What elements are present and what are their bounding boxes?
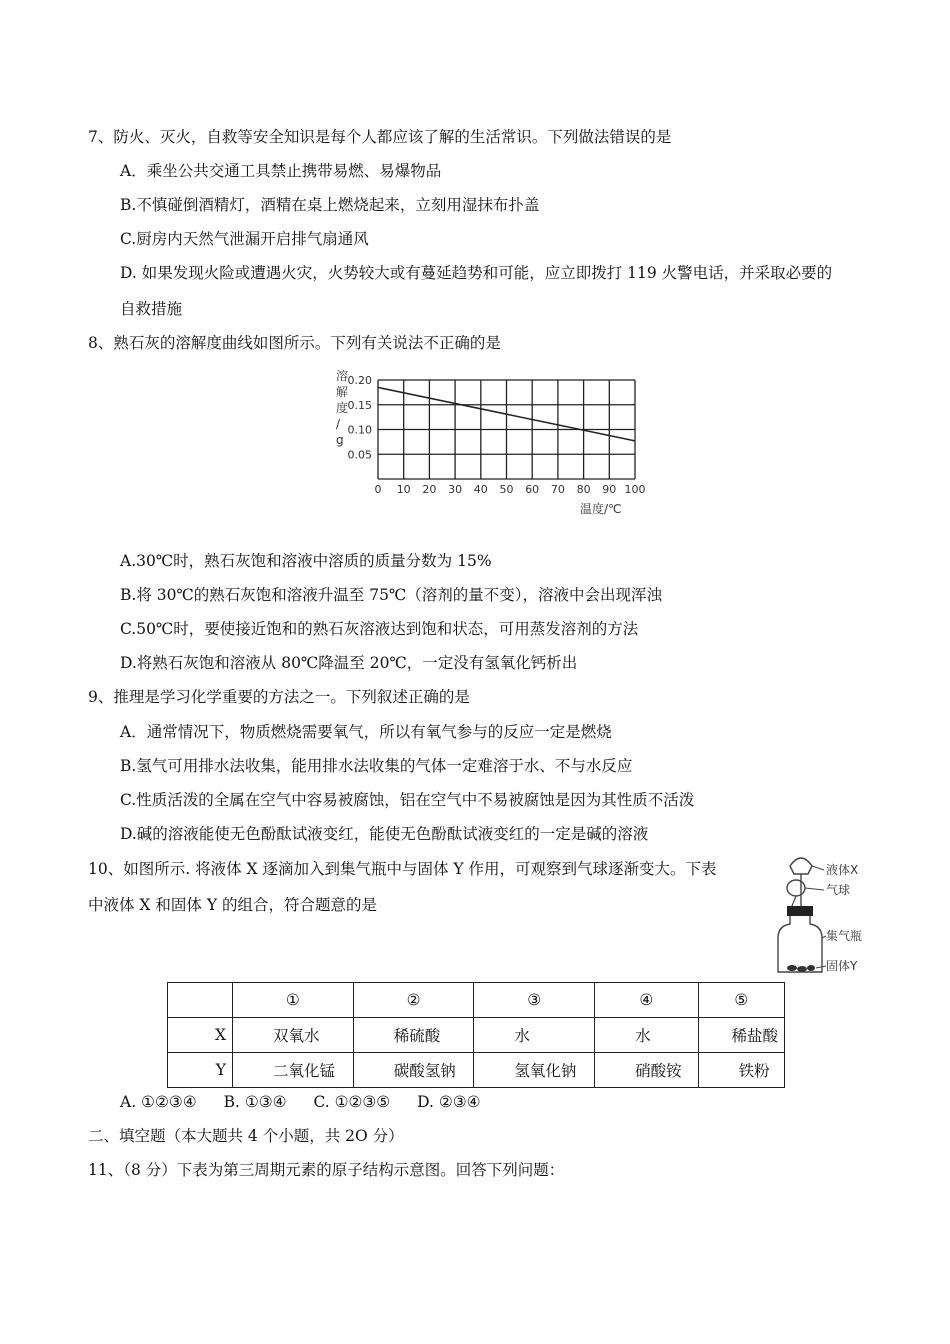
q8-option-a: A.30℃时，熟石灰饱和溶液中溶质的质量分数为 15% [120,552,492,570]
bottle-icon [778,916,822,972]
q7-option-b: B.不慎碰倒酒精灯，酒精在桌上燃烧起来，立刻用湿抹布扑盖 [120,196,540,214]
q10-stem-line1: 10、如图所示. 将液体 X 逐滴加入到集气瓶中与固体 Y 作用，可观察到气球逐渐变大。下表 [88,860,717,878]
q10-choice-b: B. ①③④ [223,1093,287,1111]
table-cell [168,983,233,1018]
x-tick-label: 30 [448,483,463,496]
table-cell: 硝酸铵 [595,1053,699,1088]
q7-stem: 7、防火、灭火，自救等安全知识是每个人都应该了解的生活常识。下列做法错误的是 [88,128,672,146]
x-tick-label: 70 [550,483,565,496]
q7-option-a: A．乘坐公共交通工具禁止携带易燃、易爆物品 [120,162,442,180]
table-cell: 水 [474,1018,595,1053]
chart-x-ticks [375,483,646,496]
x-tick-label: 40 [473,483,488,496]
table-header-row [168,983,785,1018]
stopper-icon [787,906,813,916]
q10-choice-c: C. ①②③⑤ [313,1093,391,1111]
q7-option-c: C.厨房内天然气泄漏开启排气扇通风 [120,230,369,248]
q10-stem-line2: 中液体 X 和固体 Y 的组合，符合题意的是 [88,896,377,914]
x-tick-label: 10 [396,483,411,496]
table-cell: ③ [474,983,595,1018]
solubility-chart [320,366,660,526]
q10-choice-d: D. ②③④ [417,1093,481,1111]
table-row-x [168,1018,785,1053]
q7-option-d: D. 如果发现火险或遭遇火灾，火势较大或有蔓延趋势和可能，应立即拨打 119 火警电话，并采取必要的 [120,264,833,282]
label-bottle: 集气瓶 [826,929,863,943]
gas-bottle-apparatus [770,852,880,978]
chart-y-ticks [348,374,373,461]
chart-y-label: 溶解度/ g [336,369,349,447]
y-tick-label: 0.15 [347,398,372,412]
table-cell: 铁粉 [698,1053,784,1088]
table-row-y [168,1053,785,1088]
x-tick-label: 50 [499,483,514,496]
q9-option-d: D.碱的溶液能使无色酚酞试液变红，能使无色酚酞试液变红的一定是碱的溶液 [120,825,649,843]
x-tick-label: 80 [576,483,591,496]
q9-option-a: A．通常情况下，物质燃烧需要氧气，所以有氧气参与的反应一定是燃烧 [120,723,612,741]
table-cell: 碳酸氢钠 [353,1053,474,1088]
x-tick-label: 0 [374,483,382,496]
table-cell: ⑤ [698,983,784,1018]
table-cell: 水 [595,1018,699,1053]
table-cell: 二氧化锰 [233,1053,354,1088]
table-cell: ① [233,983,354,1018]
table-cell: 氢氧化钠 [474,1053,595,1088]
table-cell: 稀盐酸 [698,1018,784,1053]
q10-choices [120,1092,503,1112]
y-tick-label: 0.10 [347,423,372,437]
table-cell: ② [353,983,474,1018]
q9-option-b: B.氢气可用排水法收集，能用排水法收集的气体一定难溶于水、不与水反应 [120,757,633,775]
balloon-icon [787,880,805,896]
q8-option-c: C.50℃时，要使接近饱和的熟石灰溶液达到饱和状态，可用蒸发溶剂的方法 [120,620,639,638]
label-liquid-x: 液体X [826,863,859,877]
q8-option-d: D.将熟石灰饱和溶液从 80℃降温至 20℃，一定没有氢氧化钙析出 [120,654,578,672]
section-2-heading: 二、填空题（本大题共 4 个小题，共 2O 分） [88,1127,404,1145]
chart-x-label: 温度/℃ [580,502,622,516]
table-cell: Y [168,1053,233,1088]
label-solid-y: 固体Y [826,959,858,973]
q7-option-d-continued: 自救措施 [120,300,183,318]
q9-stem: 9、推理是学习化学重要的方法之一。下列叙述正确的是 [88,688,470,706]
q10-choice-a: A. ①②③④ [120,1093,197,1111]
q8-stem: 8、熟石灰的溶解度曲线如图所示。下列有关说法不正确的是 [88,334,501,352]
q8-option-b: B.将 30℃的熟石灰饱和溶液升温至 75℃（溶剂的量不变），溶液中会出现浑浊 [120,586,663,604]
dropping-funnel-icon [790,858,812,874]
x-tick-label: 100 [624,483,646,496]
x-tick-label: 20 [422,483,437,496]
table-cell: X [168,1018,233,1053]
x-tick-label: 90 [602,483,617,496]
table-cell: 双氧水 [233,1018,354,1053]
y-tick-label: 0.20 [347,374,372,387]
combination-table [167,982,785,1088]
q9-option-c: C.性质活泼的全属在空气中容易被腐蚀，铝在空气中不易被腐蚀是因为其性质不活泼 [120,791,695,809]
x-tick-label: 60 [525,483,540,496]
y-tick-label: 0.05 [347,448,372,462]
q11-stem: 11、（8 分）下表为第三周期元素的原子结构示意图。回答下列问题： [88,1161,565,1179]
table-cell: ④ [595,983,699,1018]
table-cell: 稀硫酸 [353,1018,474,1053]
label-balloon: 气球 [826,883,851,897]
